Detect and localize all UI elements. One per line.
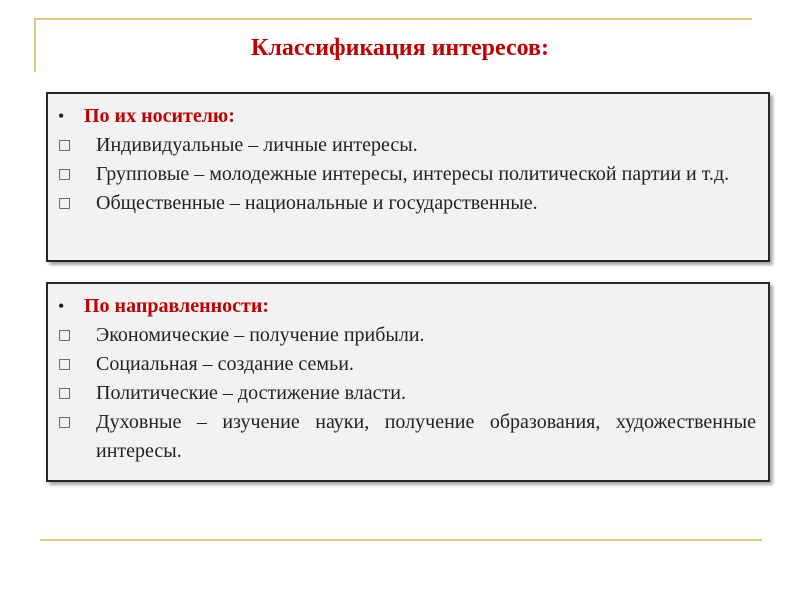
list-item-text: Общественные – национальные и государственные. [96, 192, 538, 214]
list-item [58, 189, 756, 218]
list-item-text: Социальная – создание семьи. [96, 353, 354, 375]
list-item [58, 131, 756, 160]
section-heading-row [58, 292, 756, 321]
missing-glyph-box-icon: □ [58, 166, 72, 182]
bullet-dot-icon: • [58, 106, 65, 126]
section-heading: По их носителю: [84, 105, 235, 127]
list-item [58, 321, 756, 350]
missing-glyph-box-icon: □ [58, 356, 72, 372]
missing-glyph-box-icon: □ [58, 327, 72, 343]
section-box-direction [46, 282, 770, 482]
slide-title: Классификация интересов: [251, 35, 549, 61]
list-item-text: Групповые – молодежные интересы, интересы политической партии и т.д. [96, 163, 730, 185]
list-item [58, 350, 756, 379]
section-heading-row [58, 102, 756, 131]
top-decorative-rule [34, 18, 752, 20]
missing-glyph-box-icon: □ [58, 385, 72, 401]
bullet-dot-icon: • [58, 296, 65, 316]
section-box-bearer [46, 92, 770, 262]
section-heading: По направленности: [84, 295, 270, 317]
list-item-text: Духовные – изучение науки, получение образования, художественные интересы. [96, 411, 756, 462]
list-item [58, 379, 756, 408]
missing-glyph-box-icon: □ [58, 137, 72, 153]
list-item-text: Политические – достижение власти. [96, 382, 406, 404]
list-item-text: Экономические – получение прибыли. [96, 324, 425, 346]
missing-glyph-box-icon: □ [58, 414, 72, 430]
missing-glyph-box-icon: □ [58, 195, 72, 211]
bottom-decorative-rule [40, 539, 762, 541]
list-item [58, 160, 756, 189]
list-item-text: Индивидуальные – личные интересы. [96, 134, 418, 156]
list-item [58, 408, 756, 466]
